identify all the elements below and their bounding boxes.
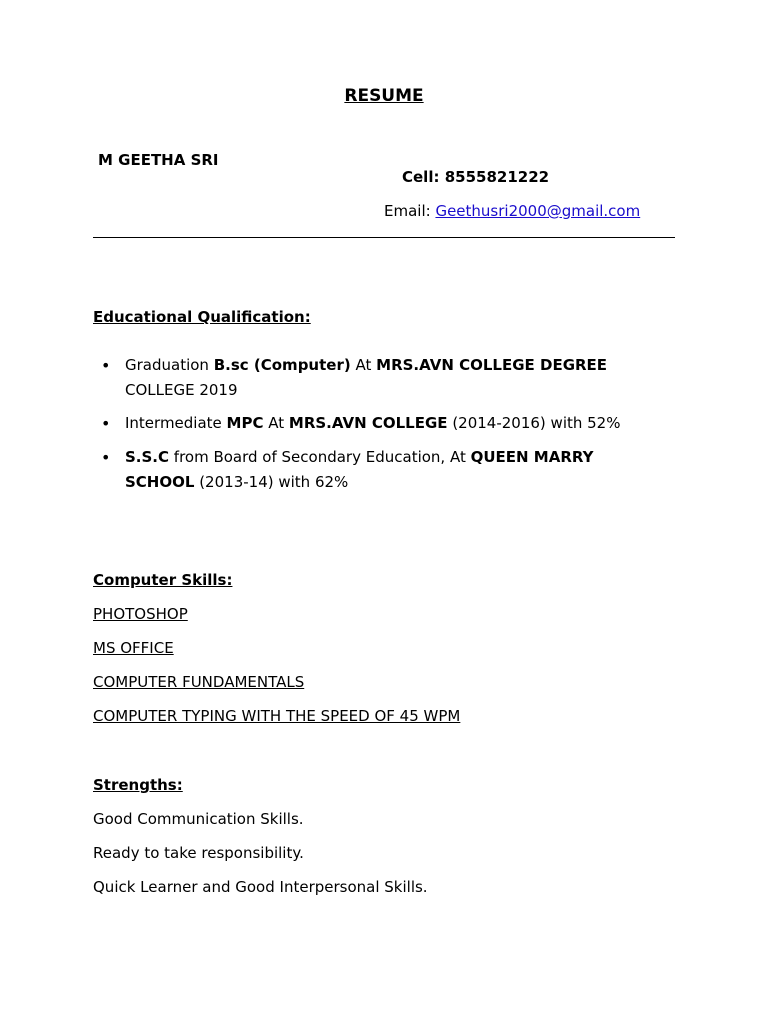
education-item — [125, 353, 607, 403]
education-text: (2013-14) with 62% — [194, 473, 349, 491]
email-link[interactable]: Geethusri2000@gmail.com — [435, 202, 641, 220]
resume-title: RESUME — [344, 86, 424, 106]
education-text: Graduation — [125, 356, 214, 374]
skill-item: COMPUTER TYPING WITH THE SPEED OF 45 WPM — [93, 707, 461, 725]
education-item — [125, 445, 594, 495]
cell-number: 8555821222 — [444, 168, 550, 186]
education-text: Intermediate — [125, 414, 227, 432]
email-line — [384, 202, 640, 220]
education-text: (2014-2016) with 52% — [447, 414, 621, 432]
skill-item: MS OFFICE — [93, 639, 174, 657]
header-divider — [93, 237, 675, 238]
strength-item: Good Communication Skills. — [93, 810, 304, 828]
computer-skills-heading: Computer Skills: — [93, 571, 233, 589]
education-text-continued: COLLEGE 2019 — [125, 381, 238, 399]
strengths-heading: Strengths: — [93, 776, 183, 794]
skill-item: PHOTOSHOP — [93, 605, 188, 623]
cell-label: Cell: — [402, 168, 440, 186]
strength-item: Quick Learner and Good Interpersonal Skills. — [93, 878, 428, 896]
education-text: At — [350, 356, 377, 374]
email-label: Email: — [384, 202, 431, 220]
bullet-icon: • — [101, 356, 111, 375]
cell-line — [402, 168, 549, 186]
education-institution: MRS.AVN COLLEGE DEGREE — [376, 356, 608, 374]
education-text: At — [263, 414, 289, 432]
education-institution-continued: SCHOOL — [125, 473, 195, 491]
education-degree: MPC — [226, 414, 264, 432]
education-degree: S.S.C — [125, 448, 170, 466]
education-degree: B.sc (Computer) — [213, 356, 351, 374]
education-heading: Educational Qualification: — [93, 308, 311, 326]
candidate-name: M GEETHA SRI — [98, 151, 219, 169]
education-text: from Board of Secondary Education, At — [169, 448, 471, 466]
education-institution: QUEEN MARRY — [470, 448, 594, 466]
education-item — [125, 411, 620, 436]
bullet-icon: • — [101, 448, 111, 467]
education-institution: MRS.AVN COLLEGE — [288, 414, 448, 432]
skill-item: COMPUTER FUNDAMENTALS — [93, 673, 305, 691]
strength-item: Ready to take responsibility. — [93, 844, 304, 862]
bullet-icon: • — [101, 414, 111, 433]
